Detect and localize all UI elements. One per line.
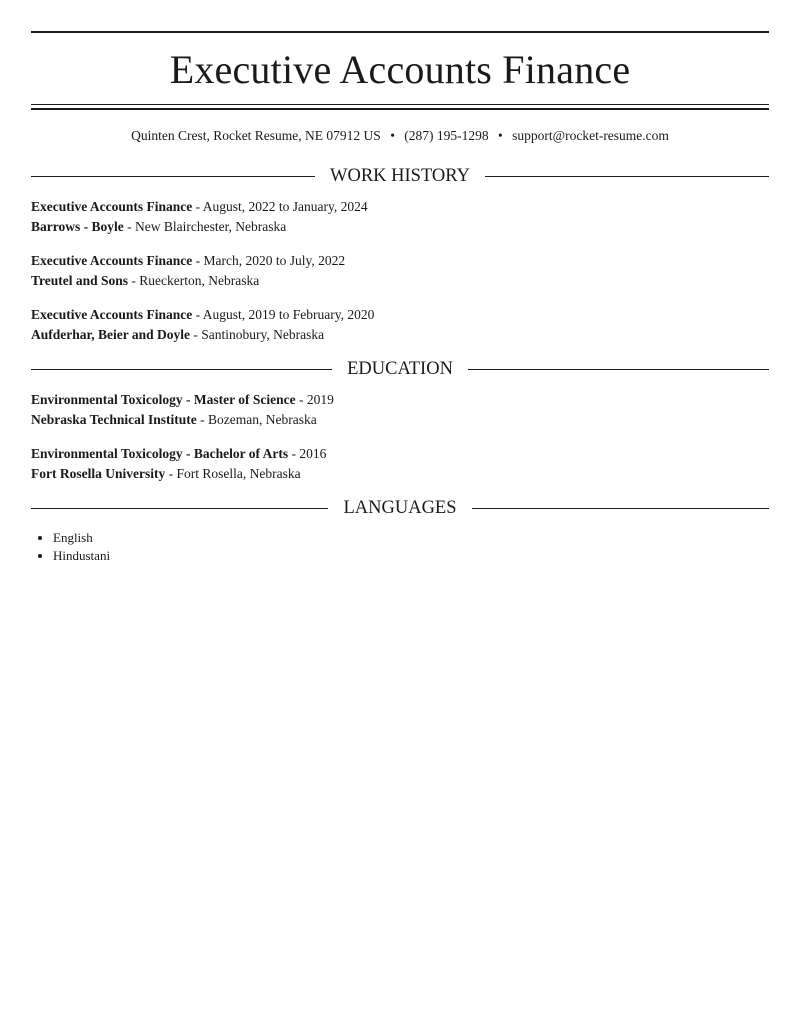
section-title: WORK HISTORY — [330, 166, 470, 186]
contact-address: Quinten Crest, Rocket Resume, NE 07912 US — [131, 128, 381, 143]
section-title: LANGUAGES — [343, 498, 457, 518]
heading-rule-right — [468, 369, 769, 370]
work-history-list — [31, 197, 769, 345]
school-location: - Fort Rosella, Nebraska — [165, 466, 301, 481]
job-location: - New Blairchester, Nebraska — [123, 219, 287, 234]
work-entry-title-line — [31, 305, 769, 325]
header-double-rule — [31, 104, 769, 110]
education-heading — [31, 358, 769, 380]
work-entry — [31, 305, 769, 345]
work-entry — [31, 251, 769, 291]
education-entry-degree-line — [31, 444, 769, 464]
contact-separator: • — [498, 128, 503, 143]
heading-rule-right — [485, 176, 769, 177]
work-entry-company-line — [31, 217, 769, 237]
job-position: Executive Accounts Finance — [31, 253, 193, 268]
school-name: Nebraska Technical Institute — [31, 412, 197, 427]
degree: Environmental Toxicology - Master of Science — [31, 392, 296, 407]
education-entry — [31, 390, 769, 430]
education-list — [31, 390, 769, 484]
graduation-year: - 2019 — [295, 392, 334, 407]
school-location: - Bozeman, Nebraska — [196, 412, 317, 427]
contact-separator: • — [390, 128, 395, 143]
heading-rule-left — [31, 508, 328, 509]
education-entry — [31, 444, 769, 484]
work-entry-company-line — [31, 325, 769, 345]
work-entry-company-line — [31, 271, 769, 291]
job-location: - Rueckerton, Nebraska — [128, 273, 260, 288]
job-position: Executive Accounts Finance — [31, 307, 193, 322]
job-position: Executive Accounts Finance — [31, 199, 193, 214]
languages-list — [31, 529, 769, 565]
job-location: - Santinobury, Nebraska — [190, 327, 325, 342]
job-company: Aufderhar, Beier and Doyle — [31, 327, 191, 342]
job-company: Treutel and Sons — [31, 273, 129, 288]
resume-page — [31, 31, 769, 565]
top-rule — [31, 31, 769, 33]
education-entry-degree-line — [31, 390, 769, 410]
work-entry-title-line — [31, 197, 769, 217]
contact-phone: (287) 195-1298 — [404, 128, 489, 143]
school-name: Fort Rosella University — [31, 466, 166, 481]
job-dates: - March, 2020 to July, 2022 — [192, 253, 346, 268]
education-entry-school-line — [31, 410, 769, 430]
job-dates: - August, 2022 to January, 2024 — [192, 199, 368, 214]
contact-line — [31, 127, 769, 145]
resume-name: Executive Accounts Finance — [169, 47, 631, 92]
education-entry-school-line — [31, 464, 769, 484]
work-history-heading — [31, 165, 769, 187]
degree: Environmental Toxicology - Bachelor of Arts — [31, 446, 289, 461]
job-dates: - August, 2019 to February, 2020 — [192, 307, 375, 322]
work-entry-title-line — [31, 251, 769, 271]
languages-heading — [31, 497, 769, 519]
contact-email: support@rocket-resume.com — [512, 128, 669, 143]
work-entry — [31, 197, 769, 237]
section-title: EDUCATION — [347, 359, 453, 379]
job-company: Barrows - Boyle — [31, 219, 124, 234]
language-item: • English — [53, 529, 769, 547]
heading-rule-left — [31, 176, 315, 177]
language-item: • Hindustani — [53, 547, 769, 565]
heading-rule-right — [472, 508, 769, 509]
graduation-year: - 2016 — [288, 446, 327, 461]
heading-rule-left — [31, 369, 332, 370]
